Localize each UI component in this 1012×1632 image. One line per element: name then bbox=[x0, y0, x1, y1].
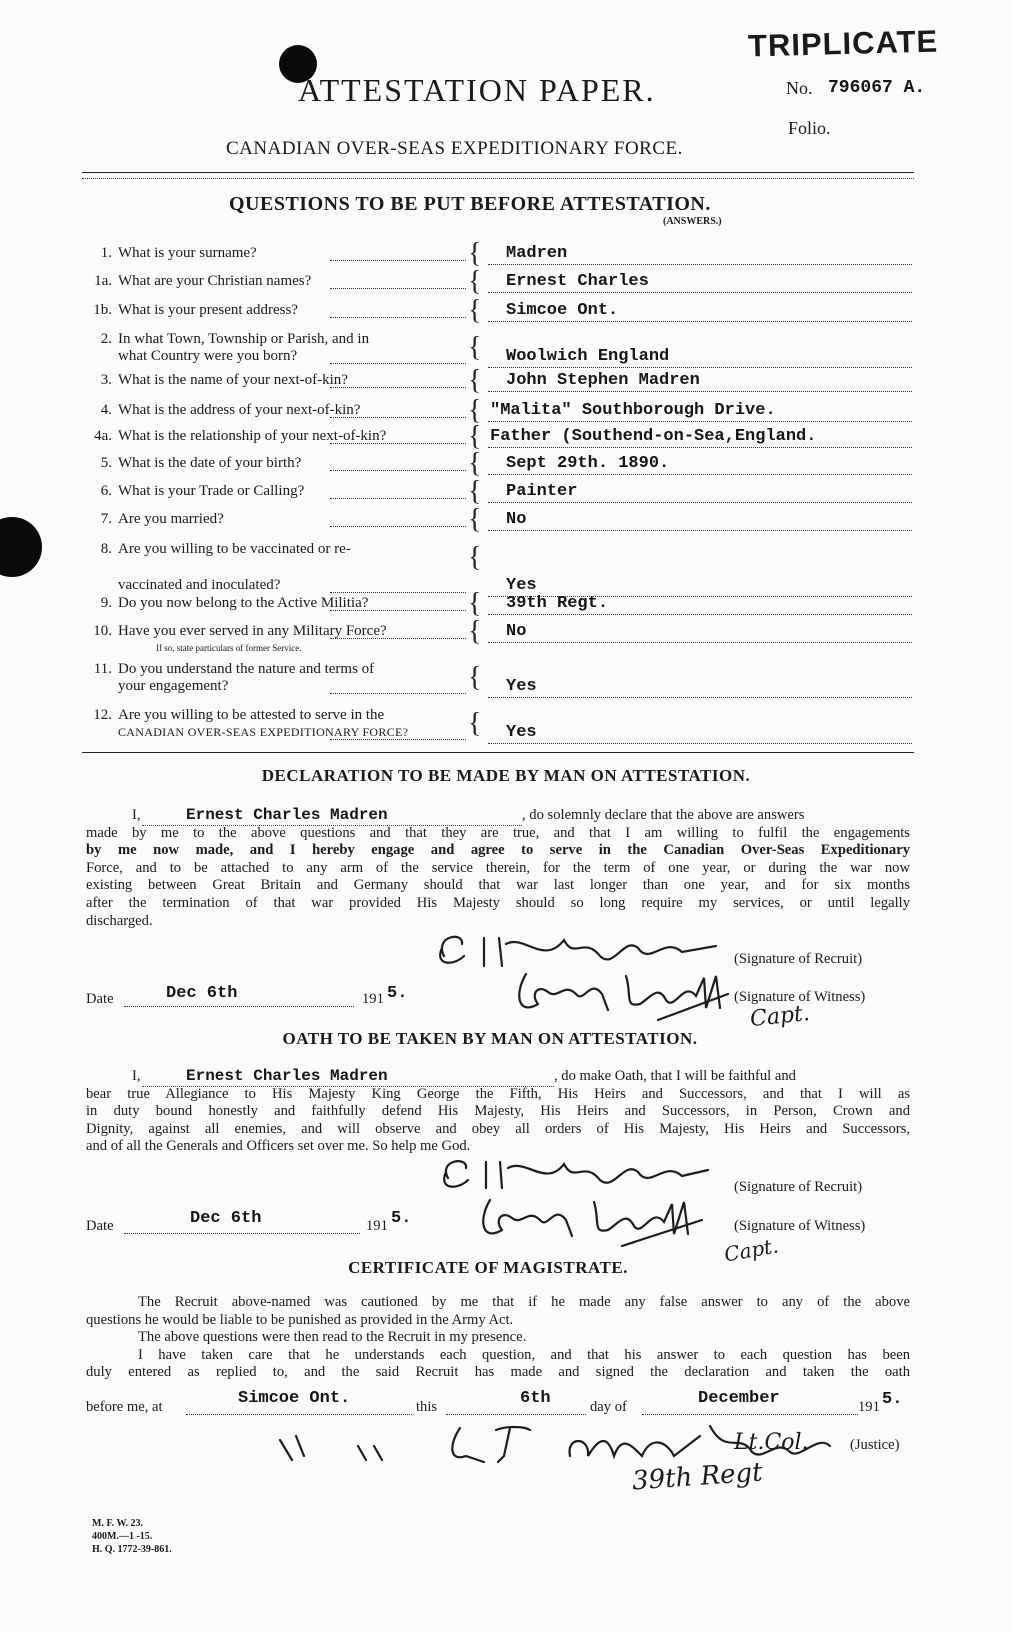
question-text: What is your present address? bbox=[118, 302, 298, 318]
answer-bracket: { bbox=[468, 448, 482, 479]
question-leader bbox=[330, 387, 466, 388]
question-leader bbox=[330, 260, 466, 261]
answer-line bbox=[488, 447, 912, 448]
answer-bracket: { bbox=[468, 616, 482, 647]
oath-date-value: Dec 6th bbox=[190, 1209, 262, 1228]
form-code-line: M. F. W. 23. bbox=[92, 1518, 144, 1529]
oath-text bbox=[86, 1068, 910, 1156]
answers-label: (ANSWERS.) bbox=[663, 216, 722, 227]
question-leader bbox=[330, 610, 466, 611]
question-number: 11. bbox=[93, 661, 112, 677]
oath-name: Ernest Charles Madren bbox=[142, 1068, 554, 1087]
certificate-line: questions he would be liable to be punished as provided in the Army Act. bbox=[86, 1311, 514, 1328]
answer-bracket: { bbox=[468, 238, 482, 269]
declaration-line: after the termination of that war provided His Majesty should so long require my services, or until legally bbox=[86, 894, 910, 911]
question-text: What is your surname? bbox=[118, 245, 257, 261]
declaration-line: Force, and to be attached to any arm of the service therein, for the term of one year, or during the war now bbox=[86, 859, 910, 876]
question-text: In what Town, Township or Parish, and in bbox=[118, 331, 370, 347]
answer-value: Painter bbox=[506, 482, 578, 501]
declaration-rule bbox=[82, 752, 914, 753]
oath-line: in duty bound honestly and faithfully defend His Majesty, His Heirs and Successors, in Person, Crown and bbox=[86, 1103, 910, 1120]
answer-line bbox=[488, 321, 912, 322]
form-code-line: 400M.—1 -15. bbox=[92, 1531, 153, 1542]
oath-witness-signature bbox=[472, 1192, 742, 1252]
oath-date-label: Date bbox=[86, 1218, 114, 1234]
answer-bracket: { bbox=[468, 365, 482, 396]
question-text: Are you married? bbox=[118, 511, 224, 527]
answer-value: Yes bbox=[506, 723, 537, 742]
certificate-day: 6th bbox=[520, 1389, 551, 1408]
question-number: 1. bbox=[100, 245, 112, 261]
question-leader bbox=[330, 638, 466, 639]
question-number: 1b. bbox=[93, 302, 112, 318]
question-number: 10. bbox=[93, 623, 112, 639]
declaration-heading: DECLARATION TO BE MADE BY MAN ON ATTESTATION. bbox=[261, 766, 751, 785]
answer-value: Yes bbox=[506, 677, 537, 696]
answer-line bbox=[488, 421, 912, 422]
declaration-date-line bbox=[124, 1006, 354, 1007]
certificate-line: The above questions were then read to the Recruit in my presence. bbox=[138, 1329, 527, 1346]
answer-line bbox=[488, 642, 912, 643]
certificate-line: duly entered as replied to, and the said Recruit has made and signed the declaration and taken the oath bbox=[86, 1364, 910, 1381]
declaration-witness-rank: Capt. bbox=[748, 1000, 812, 1033]
certificate-before-me-label: before me, at bbox=[86, 1399, 163, 1415]
certificate-line: The Recruit above-named was cautioned by me that if he made any false answer to any of the above bbox=[138, 1294, 910, 1310]
question-text: your engagement? bbox=[118, 678, 229, 694]
answer-bracket: { bbox=[468, 421, 482, 452]
question-text: What is the date of your birth? bbox=[118, 455, 302, 471]
question-number: 5. bbox=[100, 455, 112, 471]
answer-line bbox=[488, 391, 912, 392]
oath-recruit-sig-label: (Signature of Recruit) bbox=[734, 1179, 863, 1195]
answer-value: Yes bbox=[506, 576, 537, 595]
question-number: 7. bbox=[100, 511, 112, 527]
certificate-this-label: this bbox=[416, 1399, 438, 1415]
oath-date-line bbox=[124, 1233, 360, 1234]
answer-bracket: { bbox=[468, 504, 482, 535]
certificate-month-line bbox=[642, 1414, 858, 1415]
certificate-day-line bbox=[446, 1414, 586, 1415]
answer-line bbox=[488, 474, 912, 475]
answer-bracket: { bbox=[468, 588, 482, 619]
answer-bracket: { bbox=[468, 708, 482, 739]
declaration-year-prefix: 191 bbox=[362, 991, 384, 1007]
question-number: 12. bbox=[93, 707, 112, 723]
folio-label: Folio. bbox=[788, 118, 831, 138]
declaration-name: Ernest Charles Madren bbox=[142, 807, 522, 826]
oath-first-line-tail: , do make Oath, that I will be faithful and bbox=[554, 1068, 796, 1084]
declaration-line: existing between Great Britain and Germany should that war last longer than one year, and for six months bbox=[86, 877, 910, 894]
answer-value: Father (Southend-on-Sea,England. bbox=[490, 427, 817, 446]
declaration-date-value: Dec 6th bbox=[166, 984, 238, 1003]
question-note: If so, state particulars of former Service. bbox=[156, 643, 302, 653]
question-text: Are you willing to be vaccinated or re- bbox=[118, 541, 351, 557]
answer-bracket: { bbox=[468, 332, 482, 363]
answer-value: Sept 29th. 1890. bbox=[506, 454, 670, 473]
question-number: 3. bbox=[100, 372, 112, 388]
question-text: CANADIAN OVER-SEAS EXPEDITIONARY FORCE? bbox=[118, 725, 409, 739]
declaration-year-suffix: 5. bbox=[387, 984, 408, 1003]
certificate-justice-label: (Justice) bbox=[850, 1437, 900, 1453]
certificate-year-prefix: 191 bbox=[858, 1399, 880, 1415]
question-leader bbox=[330, 739, 466, 740]
answer-value: No bbox=[506, 510, 527, 529]
answer-line bbox=[488, 697, 912, 698]
answer-bracket: { bbox=[468, 395, 482, 426]
question-text: Have you ever served in any Military Force? bbox=[118, 623, 387, 639]
question-number: 4. bbox=[100, 402, 112, 418]
certificate-place: Simcoe Ont. bbox=[238, 1389, 351, 1408]
header-rule-dotted bbox=[82, 178, 914, 179]
question-number: 2. bbox=[100, 331, 112, 347]
question-number: 8. bbox=[100, 541, 112, 557]
question-text: Do you now belong to the Active Militia? bbox=[118, 595, 369, 611]
oath-witness-rank: Capt. bbox=[722, 1233, 781, 1267]
answer-line bbox=[488, 367, 912, 368]
answer-bracket: { bbox=[468, 476, 482, 507]
declaration-recruit-sig-label: (Signature of Recruit) bbox=[734, 951, 863, 967]
answer-value: Woolwich England bbox=[506, 347, 670, 366]
oath-heading: OATH TO BE TAKEN BY MAN ON ATTESTATION. bbox=[282, 1029, 698, 1048]
form-number-value: 796067 A. bbox=[828, 78, 926, 98]
answer-value: "Malita" Southborough Drive. bbox=[490, 401, 776, 420]
answer-value: Ernest Charles bbox=[506, 272, 649, 291]
question-leader bbox=[330, 526, 466, 527]
answer-value: Simcoe Ont. bbox=[506, 301, 619, 320]
answer-line bbox=[488, 743, 912, 744]
question-text: What is the relationship of your next-of-kin? bbox=[118, 428, 387, 444]
declaration-first-line-tail: , do solemnly declare that the above are answers bbox=[522, 807, 805, 823]
answer-line bbox=[488, 292, 912, 293]
declaration-line: discharged. bbox=[86, 912, 153, 929]
form-code-line: H. Q. 1772-39-861. bbox=[92, 1544, 172, 1555]
certificate-year-suffix: 5. bbox=[882, 1390, 903, 1409]
question-leader bbox=[330, 470, 466, 471]
declaration-line: by me now made, and I hereby engage and agree to serve in the Canadian Over-Seas Expeditionary bbox=[86, 842, 910, 859]
question-text: what Country were you born? bbox=[118, 348, 298, 364]
declaration-date-label: Date bbox=[86, 991, 114, 1007]
answer-bracket: { bbox=[468, 266, 482, 297]
declaration-text bbox=[86, 807, 910, 930]
certificate-month: December bbox=[698, 1389, 780, 1408]
answer-bracket: { bbox=[468, 662, 482, 693]
question-leader bbox=[330, 288, 466, 289]
question-number: 1a. bbox=[94, 273, 112, 289]
declaration-witness-sig-label: (Signature of Witness) bbox=[734, 989, 866, 1005]
declaration-first-line bbox=[86, 807, 910, 825]
question-leader bbox=[330, 443, 466, 444]
question-text: Are you willing to be attested to serve in the bbox=[118, 707, 385, 723]
answer-value: 39th Regt. bbox=[506, 594, 609, 613]
question-text: Do you understand the nature and terms of bbox=[118, 661, 375, 677]
certificate-heading: CERTIFICATE OF MAGISTRATE. bbox=[348, 1258, 628, 1277]
questions-heading: QUESTIONS TO BE PUT BEFORE ATTESTATION. bbox=[229, 193, 711, 215]
answer-line bbox=[488, 530, 912, 531]
certificate-day-of-label: day of bbox=[590, 1399, 627, 1415]
question-number: 4a. bbox=[94, 428, 112, 444]
question-text: What is your Trade or Calling? bbox=[118, 483, 305, 499]
question-text: What is the address of your next-of-kin? bbox=[118, 402, 361, 418]
question-text: vaccinated and inoculated? bbox=[118, 577, 281, 593]
oath-line: bear true Allegiance to His Majesty King George the Fifth, His Heirs and Successors, and that I will as bbox=[86, 1085, 910, 1102]
triplicate-stamp: TRIPLICATE bbox=[747, 23, 939, 64]
declaration-prefix: I, bbox=[132, 807, 141, 823]
question-number: 9. bbox=[100, 595, 112, 611]
punch-hole-left bbox=[0, 517, 42, 577]
answer-value: John Stephen Madren bbox=[506, 371, 700, 390]
answer-line bbox=[488, 264, 912, 265]
oath-year-prefix: 191 bbox=[366, 1218, 388, 1234]
answer-line bbox=[488, 502, 912, 503]
certificate-place-line bbox=[186, 1414, 412, 1415]
question-text: What are your Christian names? bbox=[118, 273, 312, 289]
question-leader bbox=[330, 417, 466, 418]
oath-line: Dignity, against all enemies, and will observe and obey all orders of His Majesty, His Heirs and Successors, bbox=[86, 1120, 910, 1137]
certificate-text bbox=[86, 1294, 910, 1382]
answer-bracket: { bbox=[468, 542, 482, 573]
magistrate-title: Lt.Col. bbox=[734, 1430, 809, 1455]
declaration-witness-signature bbox=[508, 964, 768, 1026]
oath-witness-sig-label: (Signature of Witness) bbox=[734, 1218, 866, 1234]
question-leader bbox=[330, 498, 466, 499]
answer-bracket: { bbox=[468, 295, 482, 326]
question-leader bbox=[330, 592, 466, 593]
oath-year-suffix: 5. bbox=[391, 1209, 412, 1228]
page-subtitle: CANADIAN OVER-SEAS EXPEDITIONARY FORCE. bbox=[226, 138, 683, 159]
question-leader bbox=[330, 317, 466, 318]
question-number: 6. bbox=[100, 483, 112, 499]
question-leader bbox=[330, 693, 466, 694]
oath-prefix: I, bbox=[132, 1068, 141, 1084]
page-title: ATTESTATION PAPER. bbox=[298, 72, 656, 108]
header-rule bbox=[82, 172, 914, 173]
form-number-label: No. bbox=[786, 78, 813, 98]
answer-value: Madren bbox=[506, 244, 568, 263]
certificate-line: I have taken care that he understands each question, and that his answer to each question has been bbox=[138, 1346, 910, 1363]
answer-line bbox=[488, 614, 912, 615]
magistrate-regt: 39th Regt bbox=[631, 1457, 764, 1497]
question-text: What is the name of your next-of-kin? bbox=[118, 372, 348, 388]
question-leader bbox=[330, 363, 466, 364]
oath-line: and of all the Generals and Officers set over me. So help me God. bbox=[86, 1138, 471, 1155]
oath-first-line bbox=[86, 1068, 910, 1086]
declaration-line: made by me to the above questions and that they are true, and that I am willing to fulfil the engagements bbox=[86, 824, 910, 841]
answer-value: No bbox=[506, 622, 527, 641]
